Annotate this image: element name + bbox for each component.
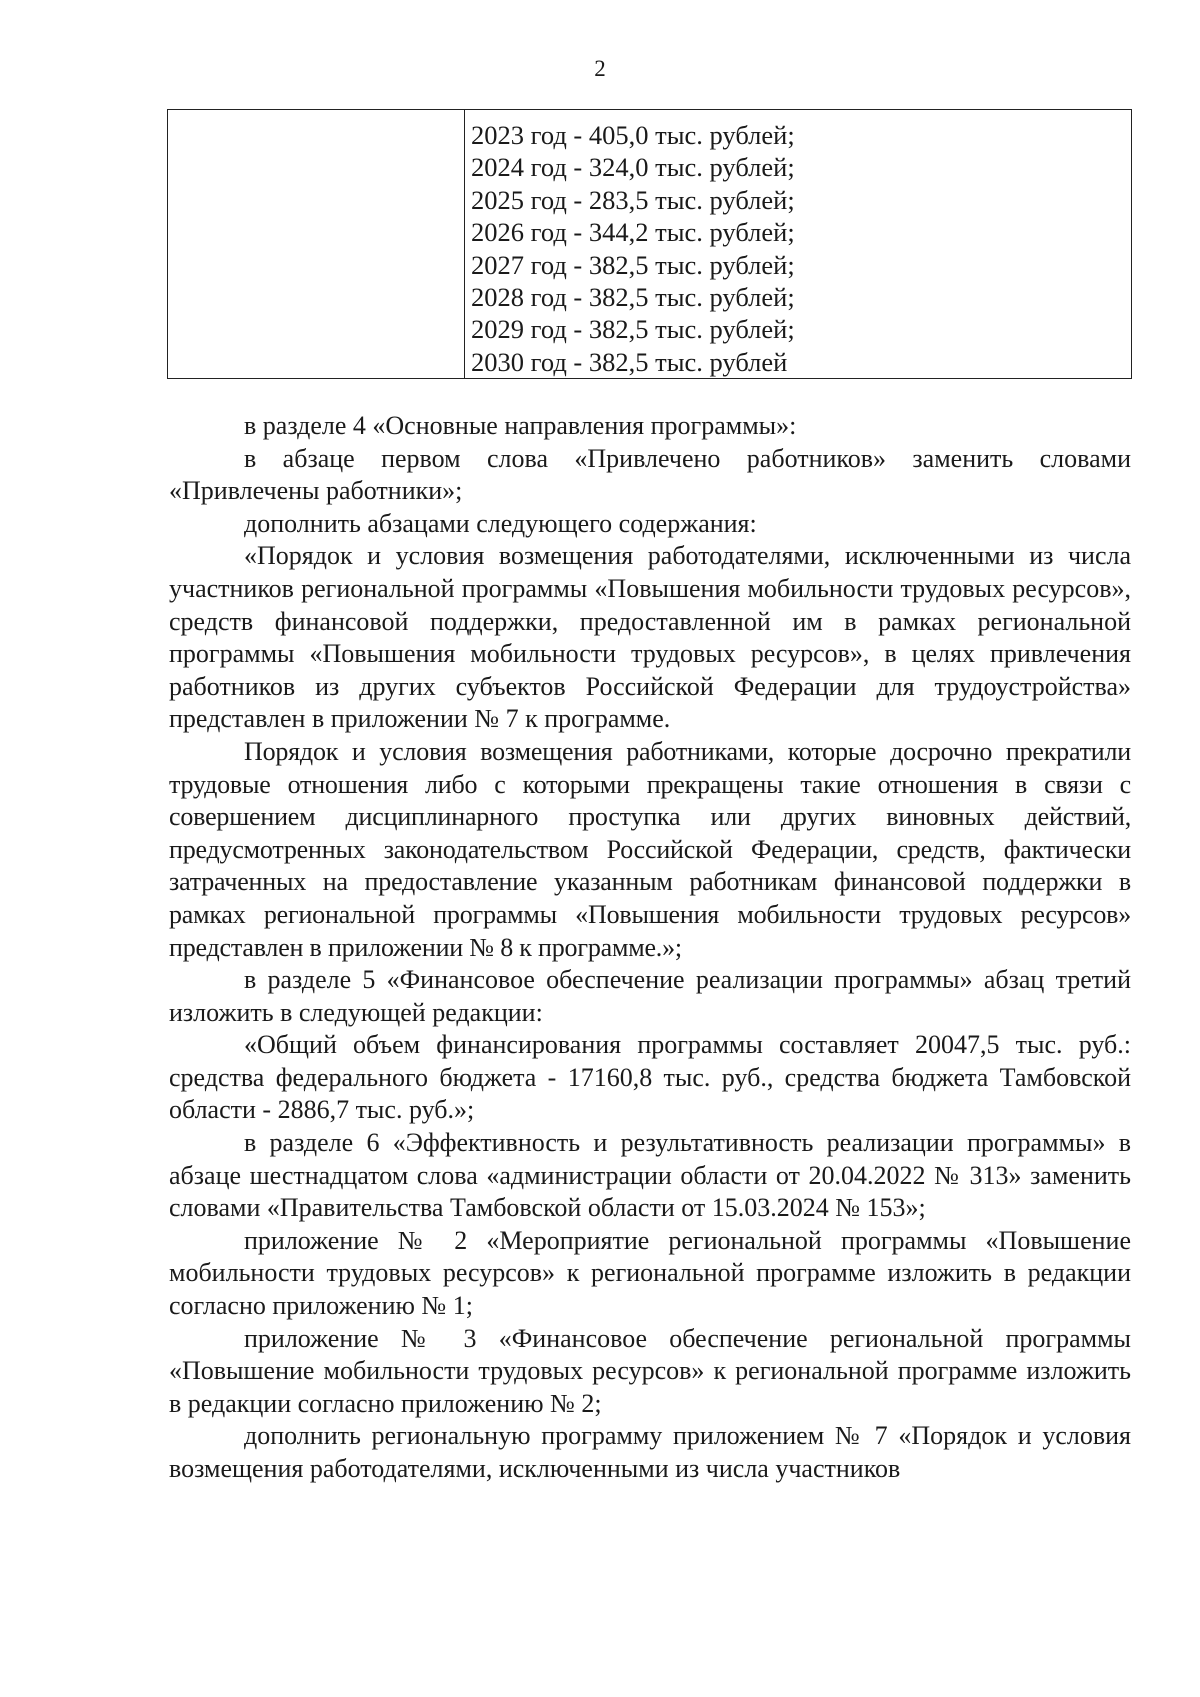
- paragraph-add-abzacs: дополнить абзацами следующего содержания:: [244, 508, 757, 538]
- paragraph-appendix-2: приложение № 2 «Мероприятие региональной программы «Повышение мобильности трудовых ресурсов» к региональной программе изложить в редакции согласно приложению № 1;: [169, 1225, 1131, 1321]
- paragraph-section-4-heading: в разделе 4 «Основные направления программы»:: [244, 411, 797, 440]
- funding-row: 2026 год - 344,2 тыс. рублей;: [471, 217, 795, 248]
- paragraph-first-abzac-replace: в абзаце первом слова «Привлечено работников» заменить словами «Привлечены работники»;: [169, 443, 1131, 506]
- funding-table-values-cell: [465, 110, 1131, 378]
- funding-row: 2025 год - 283,5 тыс. рублей;: [471, 184, 795, 215]
- funding-row: 2024 год - 324,0 тыс. рублей;: [471, 152, 795, 183]
- paragraph-worker-refund-order: Порядок и условия возмещения работниками, которые досрочно прекратили трудовые отношения либо с которыми прекращены такие отношения в связи с совершением дисциплинарного проступка или других виновных действий, предусмотренных законодательством Российской Федерации, средств, фактически затраченных на предоставление указанным работникам финансовой поддержки в рамках региональной программы «Повышения мобильности трудовых ресурсов» представлен в приложении № 8 к программе.»;: [169, 736, 1131, 962]
- funding-row: 2027 год - 382,5 тыс. рублей;: [471, 249, 795, 280]
- paragraph-section-6: в разделе 6 «Эффективность и результативность реализации программы» в абзаце шестнадцатом слова «администрации области от 20.04.2022 № 313» заменить словами «Правительства Тамбовской области от 15.03.2024 № 153»;: [169, 1128, 1131, 1223]
- paragraph-employer-refund-order: «Порядок и условия возмещения работодателями, исключенными из числа участников региональной программы «Повышения мобильности трудовых ресурсов», средств финансовой поддержки, предоставленной им в рамках региональной программы «Повышения мобильности трудовых ресурсов», в целях привлечения работников из других субъектов Российской Федерации для трудоустройства» представлен в приложении № 7 к программе.: [169, 541, 1131, 734]
- funding-row: 2029 год - 382,5 тыс. рублей;: [471, 314, 795, 345]
- paragraph-appendix-7: дополнить региональную программу приложением № 7 «Порядок и условия возмещения работодателями, исключенными из числа участников: [169, 1421, 1131, 1483]
- funding-table: [167, 109, 1132, 379]
- document-body: [169, 410, 1131, 1486]
- funding-row: 2028 год - 382,5 тыс. рублей;: [471, 282, 795, 313]
- paragraph-appendix-3: приложение № 3 «Финансовое обеспечение региональной программы «Повышение мобильности трудовых ресурсов» к региональной программе изложить в редакции согласно приложению № 2;: [169, 1323, 1131, 1418]
- funding-row: 2030 год - 382,5 тыс. рублей: [471, 346, 788, 377]
- paragraph-section-5: в разделе 5 «Финансовое обеспечение реализации программы» абзац третий изложить в следующей редакции:: [169, 965, 1131, 1027]
- funding-table-label-cell: [168, 110, 465, 378]
- page-number: 2: [594, 56, 606, 81]
- funding-row: 2023 год - 405,0 тыс. рублей;: [471, 120, 795, 150]
- paragraph-total-funding: «Общий объем финансирования программы составляет 20047,5 тыс. руб.: средства федерального бюджета - 17160,8 тыс. руб., средства бюджета Тамбовской области - 2886,7 тыс. руб.»;: [169, 1030, 1131, 1125]
